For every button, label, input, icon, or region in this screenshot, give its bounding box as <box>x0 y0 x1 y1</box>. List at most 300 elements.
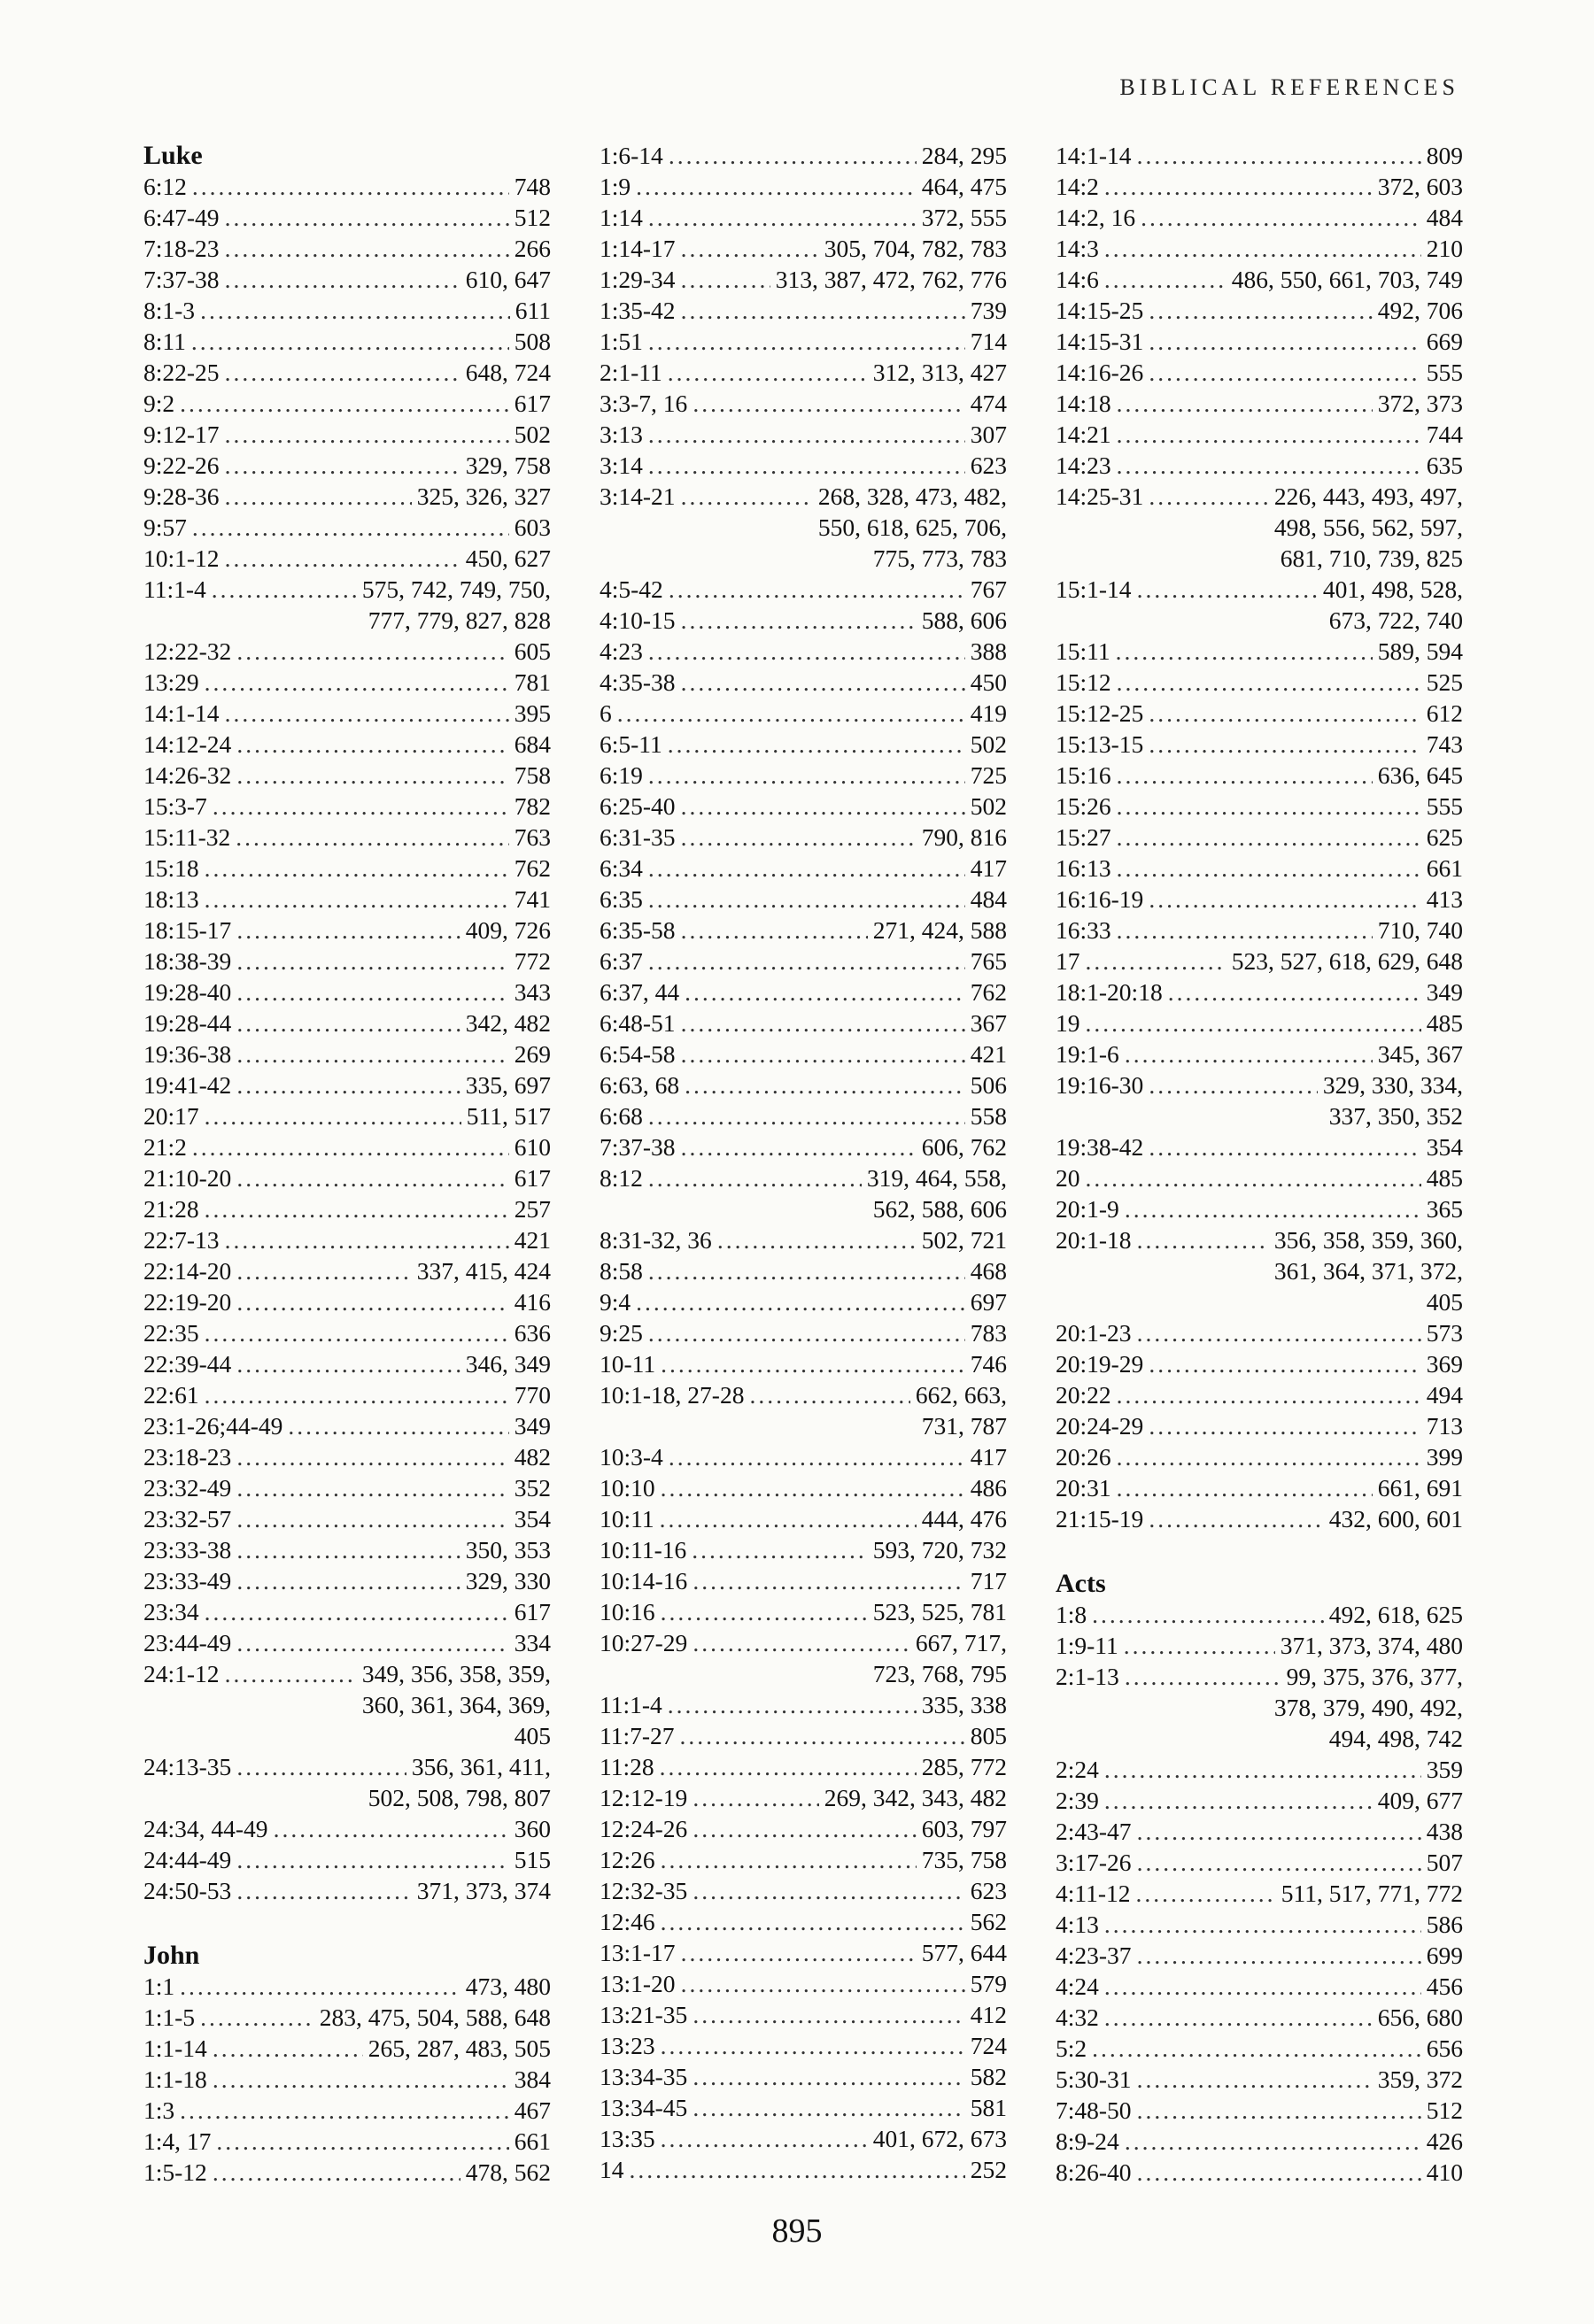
verse-reference: 23:34 <box>143 1598 199 1625</box>
index-entry <box>143 574 551 605</box>
leader-dots <box>192 512 509 543</box>
leader-dots <box>200 2002 314 2033</box>
verse-reference: 21:15-19 <box>1056 1505 1144 1533</box>
verse-reference: 8:12 <box>600 1164 643 1192</box>
index-entry <box>1056 1441 1463 1472</box>
page-references: 335, 338 <box>921 1691 1007 1718</box>
verse-reference: 8:1-3 <box>143 297 196 324</box>
page-references: 781 <box>514 668 551 696</box>
leader-dots <box>1104 1971 1421 2002</box>
verse-reference: 1:29-34 <box>600 266 676 293</box>
page-references: 617 <box>514 1598 551 1625</box>
verse-reference: 22:7-13 <box>143 1226 220 1254</box>
index-entry <box>1056 698 1463 729</box>
verse-reference: 1:9-11 <box>1056 1632 1118 1659</box>
verse-reference: 1:1 <box>143 1973 175 2000</box>
index-entry <box>1056 202 1463 233</box>
page-references: 345, 367 <box>1377 1040 1463 1068</box>
index-entry <box>1056 264 1463 295</box>
page-references: 356, 361, 411, <box>411 1753 551 1780</box>
page-references: 372, 603 <box>1377 173 1463 200</box>
page-references: 555 <box>1426 359 1463 386</box>
verse-reference: 6:12 <box>143 173 187 200</box>
leader-dots <box>236 1627 508 1658</box>
index-entry <box>1056 450 1463 481</box>
index-entry <box>1056 2157 1463 2188</box>
verse-reference: 24:44-49 <box>143 1846 232 1873</box>
leader-dots <box>648 450 965 481</box>
verse-reference: 22:14-20 <box>143 1257 232 1285</box>
page-references: 623 <box>970 452 1007 479</box>
leader-dots <box>648 419 965 450</box>
book-heading: John <box>143 1941 200 1970</box>
leader-dots <box>236 1503 508 1534</box>
page-references: 606, 762 <box>921 1133 1007 1161</box>
book-heading: Luke <box>143 141 203 170</box>
verse-reference: 11:1-4 <box>600 1691 662 1718</box>
page-references: 482 <box>514 1443 551 1471</box>
verse-reference: 10:10 <box>600 1474 655 1502</box>
index-entry <box>143 1658 551 1689</box>
page-references: 582 <box>970 2063 1007 2090</box>
page-references: 743 <box>1426 730 1463 758</box>
leader-dots <box>1125 1661 1281 1692</box>
verse-reference: 13:34-35 <box>600 2063 688 2090</box>
verse-reference: 4:35-38 <box>600 668 676 696</box>
leader-dots <box>648 760 965 791</box>
index-entry <box>600 295 1007 326</box>
leader-dots <box>236 636 508 667</box>
verse-reference: 2:24 <box>1056 1756 1099 1783</box>
page-references: 456 <box>1426 1973 1463 2000</box>
leader-dots <box>669 574 965 605</box>
index-entry <box>600 1875 1007 1906</box>
verse-reference: 10:11 <box>600 1505 654 1533</box>
verse-reference: 1:51 <box>600 328 643 355</box>
page-references: 625 <box>1426 823 1463 851</box>
verse-reference: 14:25-31 <box>1056 483 1144 510</box>
leader-dots <box>225 419 509 450</box>
verse-reference: 10:11-16 <box>600 1536 687 1563</box>
page-references: 412 <box>970 2001 1007 2028</box>
leader-dots <box>205 1193 509 1224</box>
verse-reference: 5:2 <box>1056 2034 1087 2062</box>
verse-reference: 22:35 <box>143 1319 199 1347</box>
verse-reference: 24:34, 44-49 <box>143 1815 268 1842</box>
index-entry <box>143 884 551 915</box>
leader-dots <box>668 729 965 760</box>
verse-reference: 20:1-9 <box>1056 1195 1119 1223</box>
index-entry <box>600 574 1007 605</box>
page-references: 767 <box>970 575 1007 603</box>
leader-dots <box>1149 1131 1420 1162</box>
page-references: 226, 443, 493, 497, <box>1273 483 1463 510</box>
leader-dots <box>1117 853 1421 884</box>
leader-dots <box>236 1348 460 1379</box>
index-entry <box>1056 884 1463 915</box>
leader-dots <box>1149 326 1420 357</box>
leader-dots <box>1149 1348 1420 1379</box>
index-entry <box>143 171 551 202</box>
index-entry <box>600 326 1007 357</box>
verse-reference: 8:9-24 <box>1056 2127 1119 2155</box>
page-references: 484 <box>1426 204 1463 231</box>
page-references: 762 <box>970 978 1007 1006</box>
page-references: 605 <box>514 637 551 665</box>
page-references: 464, 475 <box>921 173 1007 200</box>
page-references: 450 <box>970 668 1007 696</box>
leader-dots <box>225 202 509 233</box>
page-references: 782 <box>514 792 551 820</box>
index-entry <box>1056 946 1463 977</box>
verse-reference: 10:27-29 <box>600 1629 688 1656</box>
page-references: 763 <box>514 823 551 851</box>
leader-dots <box>693 1875 964 1906</box>
leader-dots <box>236 915 460 946</box>
page-references: 401, 672, 673 <box>872 2125 1007 2152</box>
page-references: 343 <box>514 978 551 1006</box>
index-entry <box>600 481 1007 512</box>
page-references: 467 <box>514 2096 551 2124</box>
leader-dots <box>681 822 917 853</box>
leader-dots <box>200 295 510 326</box>
page-references: 432, 600, 601 <box>1328 1505 1463 1533</box>
index-entry <box>143 1286 551 1317</box>
leader-dots <box>225 481 412 512</box>
page-references-continued: 405 <box>1426 1288 1463 1316</box>
page-references: 413 <box>1426 885 1463 913</box>
index-entry <box>600 1627 1007 1658</box>
leader-dots <box>1086 1008 1421 1038</box>
leader-dots <box>1117 791 1421 822</box>
verse-reference: 14:15-25 <box>1056 297 1144 324</box>
verse-reference: 19:28-40 <box>143 978 232 1006</box>
page-references: 762 <box>514 854 551 882</box>
index-entry <box>600 1255 1007 1286</box>
leader-dots <box>660 1751 917 1782</box>
leader-dots <box>225 233 509 264</box>
leader-dots <box>213 2064 509 2095</box>
leader-dots <box>648 202 917 233</box>
index-entry <box>1056 760 1463 791</box>
index-entry <box>600 1689 1007 1720</box>
index-entry <box>1056 140 1463 171</box>
leader-dots <box>693 1782 818 1813</box>
index-entry <box>143 1038 551 1069</box>
page-references: 661, 691 <box>1377 1474 1463 1502</box>
index-entry <box>1056 233 1463 264</box>
page-references: 485 <box>1426 1009 1463 1037</box>
page-references: 401, 498, 528, <box>1322 575 1463 603</box>
verse-reference: 14:2, 16 <box>1056 204 1136 231</box>
leader-dots <box>1125 2126 1421 2157</box>
page-references: 744 <box>1426 421 1463 448</box>
page-references: 421 <box>514 1226 551 1254</box>
page-references: 492, 706 <box>1377 297 1463 324</box>
index-entry <box>1056 1162 1463 1193</box>
leader-dots <box>1137 1940 1421 1971</box>
verse-reference: 12:32-35 <box>600 1877 688 1904</box>
leader-dots <box>216 2126 508 2157</box>
leader-dots <box>1086 946 1226 977</box>
verse-reference: 15:11 <box>1056 637 1110 665</box>
index-entry <box>143 1503 551 1534</box>
index-entry <box>1056 667 1463 698</box>
leader-dots <box>236 760 508 791</box>
index-entry <box>1056 1317 1463 1348</box>
page-references: 662, 663, <box>915 1381 1007 1409</box>
verse-reference: 24:50-53 <box>143 1877 232 1904</box>
leader-dots <box>648 1317 965 1348</box>
page-references: 359 <box>1426 1756 1463 1783</box>
index-entry <box>1056 1193 1463 1224</box>
index-entry <box>143 481 551 512</box>
index-entry <box>1056 171 1463 202</box>
page-references: 354 <box>514 1505 551 1533</box>
index-entry <box>143 233 551 264</box>
leader-dots <box>1149 1410 1420 1441</box>
leader-dots <box>180 388 509 419</box>
page-references: 269, 342, 343, 482 <box>824 1784 1007 1811</box>
leader-dots <box>191 326 509 357</box>
verse-reference: 14:26-32 <box>143 761 232 789</box>
leader-dots <box>205 853 509 884</box>
index-entry <box>1056 1971 1463 2002</box>
page-references: 421 <box>970 1040 1007 1068</box>
verse-reference: 4:11-12 <box>1056 1880 1131 1907</box>
leader-dots <box>236 1534 460 1565</box>
leader-dots <box>749 1379 909 1410</box>
page-references: 369 <box>1426 1350 1463 1378</box>
index-section <box>1056 1568 1463 2188</box>
verse-reference: 9:28-36 <box>143 483 220 510</box>
leader-dots <box>1141 202 1421 233</box>
leader-dots <box>1092 1599 1324 1630</box>
verse-reference: 22:61 <box>143 1381 199 1409</box>
page-references: 593, 720, 732 <box>872 1536 1007 1563</box>
leader-dots <box>236 1441 508 1472</box>
leader-dots <box>1104 233 1421 264</box>
page-references: 589, 594 <box>1377 637 1463 665</box>
page-references: 367 <box>970 1009 1007 1037</box>
index-entry <box>1056 853 1463 884</box>
index-entry <box>1056 915 1463 946</box>
leader-dots <box>685 1069 965 1100</box>
index-entry <box>1056 1909 1463 1940</box>
index-column <box>1056 140 1463 2185</box>
page-references: 285, 772 <box>921 1753 1007 1780</box>
index-entry <box>600 605 1007 636</box>
leader-dots <box>648 1162 862 1193</box>
verse-reference: 12:26 <box>600 1846 655 1873</box>
leader-dots <box>1137 1224 1269 1255</box>
page-references: 603, 797 <box>921 1815 1007 1842</box>
index-entry <box>1056 1008 1463 1038</box>
leader-dots <box>236 1875 411 1906</box>
index-entry <box>143 853 551 884</box>
page-references-continued: 777, 779, 827, 828 <box>368 606 551 634</box>
verse-reference: 8:22-25 <box>143 359 220 386</box>
verse-reference: 9:12-17 <box>143 421 220 448</box>
index-entry <box>600 2030 1007 2061</box>
verse-reference: 3:14-21 <box>600 483 676 510</box>
index-entry <box>1056 2126 1463 2157</box>
index-entry <box>143 388 551 419</box>
index-entry <box>1056 729 1463 760</box>
verse-reference: 15:12-25 <box>1056 699 1144 727</box>
index-entry <box>600 636 1007 667</box>
page-references-continued: 502, 508, 798, 807 <box>368 1784 551 1811</box>
leader-dots <box>1117 760 1373 791</box>
verse-reference: 18:15-17 <box>143 916 232 944</box>
verse-reference: 21:2 <box>143 1133 187 1161</box>
leader-dots <box>236 1751 406 1782</box>
index-entry <box>600 946 1007 977</box>
index-entry <box>600 1937 1007 1968</box>
index-entry <box>600 915 1007 946</box>
page-references: 329, 758 <box>465 452 551 479</box>
page-references: 410 <box>1426 2158 1463 2186</box>
page-references: 511, 517 <box>466 1102 551 1130</box>
leader-dots <box>1117 450 1421 481</box>
page-references: 636, 645 <box>1377 761 1463 789</box>
verse-reference: 5:30-31 <box>1056 2065 1132 2093</box>
page-references: 335, 697 <box>465 1071 551 1099</box>
page-references-continued: 337, 350, 352 <box>1328 1102 1463 1130</box>
leader-dots <box>693 2092 964 2123</box>
leader-dots <box>692 1534 867 1565</box>
leader-dots <box>693 388 964 419</box>
leader-dots <box>681 233 819 264</box>
page-references: 388 <box>970 637 1007 665</box>
page-references: 588, 606 <box>921 606 1007 634</box>
verse-reference: 12:22-32 <box>143 637 232 665</box>
page-references: 506 <box>970 1071 1007 1099</box>
leader-dots <box>617 698 965 729</box>
page-references: 724 <box>970 2032 1007 2059</box>
page-references: 603 <box>514 513 551 541</box>
leader-dots <box>236 1472 508 1503</box>
index-entry <box>143 791 551 822</box>
index-entry <box>1056 1661 1463 1692</box>
page-references: 577, 644 <box>921 1939 1007 1966</box>
leader-dots <box>1104 2002 1373 2033</box>
running-head: BIBLICAL REFERENCES <box>1119 74 1459 100</box>
verse-reference: 16:13 <box>1056 854 1111 882</box>
leader-dots <box>661 1844 917 1875</box>
leader-dots <box>225 450 460 481</box>
index-entry <box>1056 1503 1463 1534</box>
page-references: 438 <box>1426 1818 1463 1845</box>
verse-reference: 2:1-11 <box>600 359 662 386</box>
page-references: 610 <box>514 1133 551 1161</box>
index-entry <box>1056 2095 1463 2126</box>
leader-dots <box>681 1038 965 1069</box>
verse-reference: 4:5-42 <box>600 575 663 603</box>
verse-reference: 16:33 <box>1056 916 1111 944</box>
page-references: 623 <box>970 1877 1007 1904</box>
verse-reference: 24:13-35 <box>143 1753 232 1780</box>
leader-dots <box>661 2123 868 2154</box>
verse-reference: 21:28 <box>143 1195 199 1223</box>
page-references: 268, 328, 473, 482, <box>817 483 1007 510</box>
page-references: 809 <box>1426 142 1463 169</box>
verse-reference: 14:23 <box>1056 452 1111 479</box>
verse-reference: 1:35-42 <box>600 297 676 324</box>
index-entry <box>143 2157 551 2188</box>
page-references: 350, 353 <box>465 1536 551 1563</box>
index-entry <box>143 729 551 760</box>
verse-reference: 8:58 <box>600 1257 643 1285</box>
verse-reference: 9:57 <box>143 513 187 541</box>
page-references: 562 <box>970 1908 1007 1935</box>
leader-dots <box>648 1100 965 1131</box>
verse-reference: 14:3 <box>1056 235 1099 262</box>
verse-reference: 6:54-58 <box>600 1040 676 1068</box>
verse-reference: 6:31-35 <box>600 823 676 851</box>
index-entry <box>1056 1379 1463 1410</box>
leader-dots <box>648 326 965 357</box>
verse-reference: 15:26 <box>1056 792 1111 820</box>
index-entry <box>143 512 551 543</box>
page-references: 512 <box>514 204 551 231</box>
verse-reference: 13:34-45 <box>600 2094 688 2121</box>
leader-dots <box>681 1131 917 1162</box>
verse-reference: 13:1-17 <box>600 1939 676 1966</box>
verse-reference: 14:12-24 <box>143 730 232 758</box>
verse-reference: 1:1-18 <box>143 2065 207 2093</box>
page-references: 349 <box>1426 978 1463 1006</box>
verse-reference: 14:1-14 <box>1056 142 1132 169</box>
page-references: 512 <box>1426 2096 1463 2124</box>
leader-dots <box>205 884 509 915</box>
leader-dots <box>1149 295 1372 326</box>
leader-dots <box>1104 1785 1373 1816</box>
index-entry <box>143 636 551 667</box>
leader-dots <box>1149 1503 1323 1534</box>
index-entry <box>600 2061 1007 2092</box>
index-entry <box>143 1348 551 1379</box>
page-references: 313, 387, 472, 762, 776 <box>775 266 1007 293</box>
index-entry <box>600 1069 1007 1100</box>
verse-reference: 15:1-14 <box>1056 575 1132 603</box>
page-references: 371, 373, 374 <box>416 1877 551 1904</box>
index-entry <box>143 1317 551 1348</box>
index-entry <box>1056 977 1463 1008</box>
index-entry <box>600 822 1007 853</box>
index-entry <box>600 419 1007 450</box>
index-entry <box>143 977 551 1008</box>
verse-reference: 18:38-39 <box>143 947 232 975</box>
page-references-continued: 562, 588, 606 <box>872 1195 1007 1223</box>
verse-reference: 22:19-20 <box>143 1288 232 1316</box>
verse-reference: 19:41-42 <box>143 1071 232 1099</box>
index-entry <box>143 1813 551 1844</box>
index-entry <box>1056 1038 1463 1069</box>
index-entry <box>1056 357 1463 388</box>
index-entry <box>143 822 551 853</box>
page-references: 790, 816 <box>921 823 1007 851</box>
verse-reference: 18:1-20:18 <box>1056 978 1163 1006</box>
verse-reference: 11:28 <box>600 1753 654 1780</box>
index-entry <box>600 1379 1007 1410</box>
page-references: 325, 326, 327 <box>416 483 551 510</box>
verse-reference: 7:18-23 <box>143 235 220 262</box>
leader-dots <box>1149 729 1420 760</box>
page-references-continued: 378, 379, 490, 492, <box>1273 1694 1463 1721</box>
index-entry <box>1056 1940 1463 1971</box>
index-entry <box>600 977 1007 1008</box>
